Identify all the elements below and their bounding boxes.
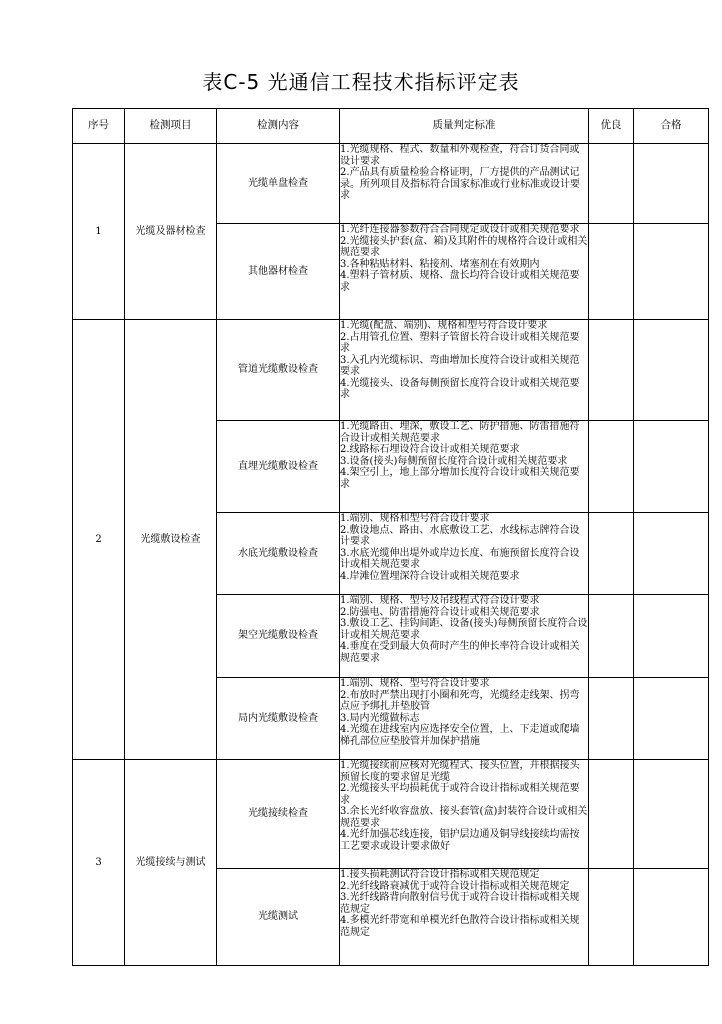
row-content: 架空光缆敷设检查 [217,595,340,678]
standard-line: 4.垂度在受到最大负荷时产生的伸长率符合设计或相关规范要求 [340,641,580,664]
excellent-cell[interactable] [589,760,634,869]
header-item: 检测项目 [125,109,217,144]
row-standard [340,421,589,513]
standard-line: 2.光缆接头护套(盒、箱)及其附件的规格符合设计或相关规范要求 [340,235,588,258]
standard-line: 1.接头损耗测试符合设计指标或相关规范规定 [340,869,540,880]
qualified-cell[interactable] [634,760,709,869]
standard-line: 4.光缆接头、设备每侧预留长度符合设计或相关规范要求 [340,377,580,400]
header-row [73,109,709,144]
row-standard [340,760,589,869]
document-title: 表C-5 光通信工程技术指标评定表 [202,70,520,94]
standard-line: 2.敷设地点、路由、水底敷设工艺、水线标志牌符合设计要求 [340,524,580,547]
standard-line: 2.布放时严禁出现打小圈和死弯，光缆经走线架、拐弯点应予绑扎并垫胶管 [340,689,580,712]
row-standard [340,595,589,678]
header-seq: 序号 [73,109,125,144]
standard-line: 2.光纤线路衰减优于或符合设计指标或相关规范规定 [340,880,570,892]
excellent-cell[interactable] [589,595,634,678]
standard-line: 3.余长光纤收容盘放、接头套管(盒)封装符合设计或相关规范要求 [340,806,588,829]
standard-line: 4.多模光纤带宽和单模光纤色散符合设计指标或相关规范规定 [340,915,580,938]
table-row [73,760,709,869]
row-content: 直埋光缆敷设检查 [217,421,340,513]
standard-line: 3.敷设工艺、挂钩间距、设备(接头)每侧预留长度符合设计或相关规范要求 [340,618,588,641]
excellent-cell[interactable] [589,320,634,421]
row-content: 局内光缆敷设检查 [217,678,340,760]
standard-line: 4.塑料子管材质、规格、盘长均符合设计或相关规范要求 [340,270,580,293]
standard-line: 3.设备(接头)每侧预留长度符合设计或相关规范要求 [340,455,568,467]
standard-line: 1.光缆(配盘、端别)、规格和型号符合设计要求 [340,320,548,331]
table-row [73,320,709,421]
row-standard [340,513,589,595]
row-content: 光缆单盘检查 [217,144,340,224]
standard-line: 1.光缆规格、程式、数量和外观检查，符合订货合同或设计要求 [340,144,580,167]
standard-line: 1.光纤连接器参数符合合同规定或设计或相关规范要求 [340,224,580,235]
group-item: 光缆接续与测试 [125,760,217,966]
qualified-cell[interactable] [634,421,709,513]
excellent-cell[interactable] [589,869,634,966]
standard-line: 3.光纤线路背向散射信号优于或符合设计指标或相关规范规定 [340,892,580,915]
header-excellent: 优良 [589,109,634,144]
group-item: 光缆敷设检查 [125,320,217,760]
standard-line: 4.架空引上，地上部分增加长度符合设计或相关规范要求 [340,467,580,490]
standard-line: 4.光缆在进线室内应选择安全位置，上、下走道或爬墙梯孔部位应垫胶管并加保护措施 [340,724,580,747]
standard-line: 4.光纤加强芯线连接，铝护层边通及铜导线接续均需按工艺要求或设计要求做好 [340,829,580,852]
qualified-cell[interactable] [634,224,709,320]
standard-line: 3.入孔内光缆标识、弯曲增加长度符合设计或相关规范要求 [340,354,580,377]
qualified-cell[interactable] [634,869,709,966]
row-standard [340,869,589,966]
standard-line: 2.光缆接头平均损耗优于或符合设计指标或相关规范要求 [340,783,580,806]
standard-line: 1.光缆接续前应核对光缆程式、接头位置，并根据接头预留长度的要求留足光缆 [340,760,580,783]
excellent-cell[interactable] [589,421,634,513]
standard-line: 4.岸滩位置埋深符合设计或相关规范要求 [340,570,520,582]
standard-line: 1.端别、规格、型号及吊线程式符合设计要求 [340,595,540,606]
header-qualified: 合格 [634,109,709,144]
qualified-cell[interactable] [634,513,709,595]
standard-line: 2.占用管孔位置、塑料子管留长符合设计或相关规范要求 [340,331,580,354]
row-content: 其他器材检查 [217,224,340,320]
row-content: 光缆接续检查 [217,760,340,869]
excellent-cell[interactable] [589,144,634,224]
excellent-cell[interactable] [589,513,634,595]
standard-line: 2.防强电、防雷措施符合设计或相关规范要求 [340,606,540,618]
qualified-cell[interactable] [634,320,709,421]
standard-line: 2.产品具有质量检验合格证明，厂方提供的产品测试记录。所列项目及指标符合国家标准或行业标准或设计要求 [340,167,580,201]
standard-line: 1.端别、规格、型号符合设计要求 [340,678,490,689]
row-standard [340,320,589,421]
qualified-cell[interactable] [634,678,709,760]
group-seq: 2 [73,320,125,760]
standard-line: 3.水底光缆伸出堤外或岸边长度、布施预留长度符合设计或相关规范要求 [340,547,580,570]
standard-line: 3.局内光缆做标志 [340,712,420,724]
standard-line: 3.各种粘贴材料、粘接剂、堵塞剂在有效期内 [340,258,540,270]
excellent-cell[interactable] [589,224,634,320]
row-standard [340,678,589,760]
evaluation-table [72,108,709,966]
standard-line: 2.线路标石埋设符合设计或相关规范要求 [340,444,520,455]
standard-line: 1.端别、规格和型号符合设计要求 [340,513,490,524]
header-content: 检测内容 [217,109,340,144]
row-content: 水底光缆敷设检查 [217,513,340,595]
row-content: 管道光缆敷设检查 [217,320,340,421]
row-standard [340,144,589,224]
header-standard: 质量判定标准 [340,109,589,144]
standard-line: 1.光缆路由、埋深，敷设工艺、防护措施、防雷措施符合设计或相关规范要求 [340,421,580,444]
group-seq: 1 [73,144,125,320]
qualified-cell[interactable] [634,144,709,224]
group-seq: 3 [73,760,125,966]
qualified-cell[interactable] [634,595,709,678]
row-content: 光缆测试 [217,869,340,966]
row-standard [340,224,589,320]
group-item: 光缆及器材检查 [125,144,217,320]
table-row [73,144,709,224]
excellent-cell[interactable] [589,678,634,760]
